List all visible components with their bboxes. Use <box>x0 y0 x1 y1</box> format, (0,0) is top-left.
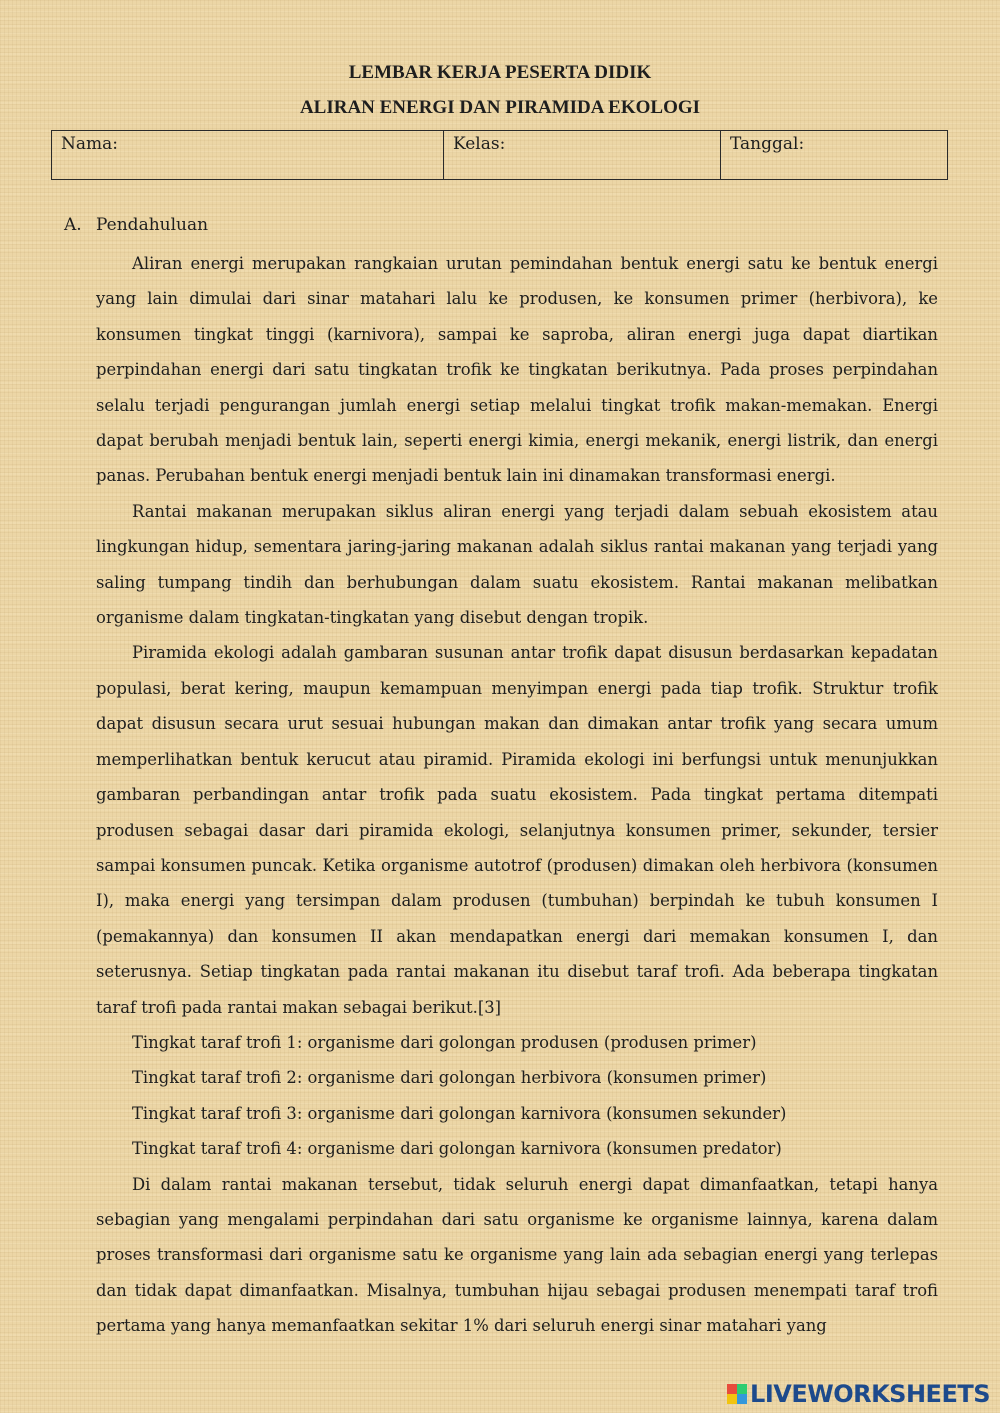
name-label: Nama: <box>61 134 118 154</box>
paragraph-food-chain: Rantai makanan merupakan siklus aliran energi yang terjadi dalam sebuah ekosistem atau lingkungan hidup, sementara jaring-jaring makanan adalah siklus rantai makanan yang terjadi yang saling tumpang tindih dan berhubungan dalam suatu ekosistem. Rantai makanan melibatkan organisme dalam tingkatan-tingkatan yang disebut dengan tropik. <box>96 501 938 628</box>
paragraph-energy-flow: Aliran energi merupakan rangkaian urutan pemindahan bentuk energi satu ke bentuk energi yang lain dimulai dari sinar matahari lalu ke produsen, ke konsumen primer (herbivora), ke konsumen tingkat tinggi (karnivora), sampai ke saproba, aliran energi juga dapat diartikan perpindahan energi dari satu tingkatan trofik ke tingkatan berikutnya. Pada proses perpindahan selalu terjadi pengurangan jumlah energi setiap melalui tingkat trofik makan-memakan. Energi dapat berubah menjadi bentuk lain, seperti energi kimia, energi mekanik, energi listrik, dan energi panas. Perubahan bentuk energi menjadi bentuk lain ini dinamakan transformasi energi. <box>96 254 938 486</box>
logo-text: LIVEWORKSHEETS <box>750 1380 990 1408</box>
logo-mark-icon <box>727 1384 747 1404</box>
liveworksheets-logo <box>727 1381 990 1407</box>
section-heading <box>64 215 208 235</box>
trophic-level-4: Tingkat taraf trofi 4: organisme dari golongan karnivora (konsumen predator) <box>132 1139 782 1159</box>
section-letter: A. <box>64 215 82 235</box>
worksheet-subtitle: ALIRAN ENERGI DAN PIRAMIDA EKOLOGI <box>299 97 701 118</box>
trophic-level-3: Tingkat taraf trofi 3: organisme dari golongan karnivora (konsumen sekunder) <box>132 1103 787 1123</box>
student-info-table <box>51 130 948 180</box>
paragraph-ecological-pyramid: Piramida ekologi adalah gambaran susunan antar trofik dapat disusun berdasarkan kepadatan populasi, berat kering, maupun kemampuan menyimpan energi pada tiap trofik. Struktur trofik dapat disusun secara urut sesuai hubungan makan dan dimakan antar trofik yang secara umum memperlihatkan bentuk kerucut atau piramid. Piramida ekologi ini berfungsi untuk menunjukkan gambaran perbandingan antar trofik pada suatu ekosistem. Pada tingkat pertama ditempati produsen sebagai dasar dari piramida ekologi, selanjutnya konsumen primer, sekunder, tersier sampai konsumen puncak. Ketika organisme autotrof (produsen) dimakan oleh herbivora (konsumen I), maka energi yang tersimpan dalam produsen (tumbuhan) berpindah ke tubuh konsumen I (pemakannya) dan konsumen II akan mendapatkan energi dari memakan konsumen I, dan seterusnya. Setiap tingkatan pada rantai makanan itu disebut taraf trofi. Ada beberapa tingkatan taraf trofi pada rantai makan sebagai berikut.[3] <box>96 643 938 1017</box>
introduction-text <box>96 246 938 1344</box>
section-title: Pendahuluan <box>96 215 209 235</box>
class-label: Kelas: <box>453 134 506 154</box>
name-field-cell[interactable] <box>52 131 444 180</box>
date-field-cell[interactable] <box>721 131 948 180</box>
worksheet-title: LEMBAR KERJA PESERTA DIDIK <box>348 62 652 83</box>
date-label: Tanggal: <box>730 134 805 154</box>
class-field-cell[interactable] <box>444 131 721 180</box>
trophic-level-1: Tingkat taraf trofi 1: organisme dari golongan produsen (produsen primer) <box>132 1032 757 1052</box>
paragraph-energy-transfer: Di dalam rantai makanan tersebut, tidak seluruh energi dapat dimanfaatkan, tetapi hanya sebagian yang mengalami perpindahan dari satu organisme ke organisme lainnya, karena dalam proses transformasi dari organisme satu ke organisme yang lain ada sebagian energi yang terlepas dan tidak dapat dimanfaatkan. Misalnya, tumbuhan hijau sebagai produsen menempati taraf trofi pertama yang hanya memanfaatkan sekitar 1% dari seluruh energi sinar matahari yang <box>96 1174 938 1336</box>
trophic-level-2: Tingkat taraf trofi 2: organisme dari golongan herbivora (konsumen primer) <box>132 1068 767 1088</box>
